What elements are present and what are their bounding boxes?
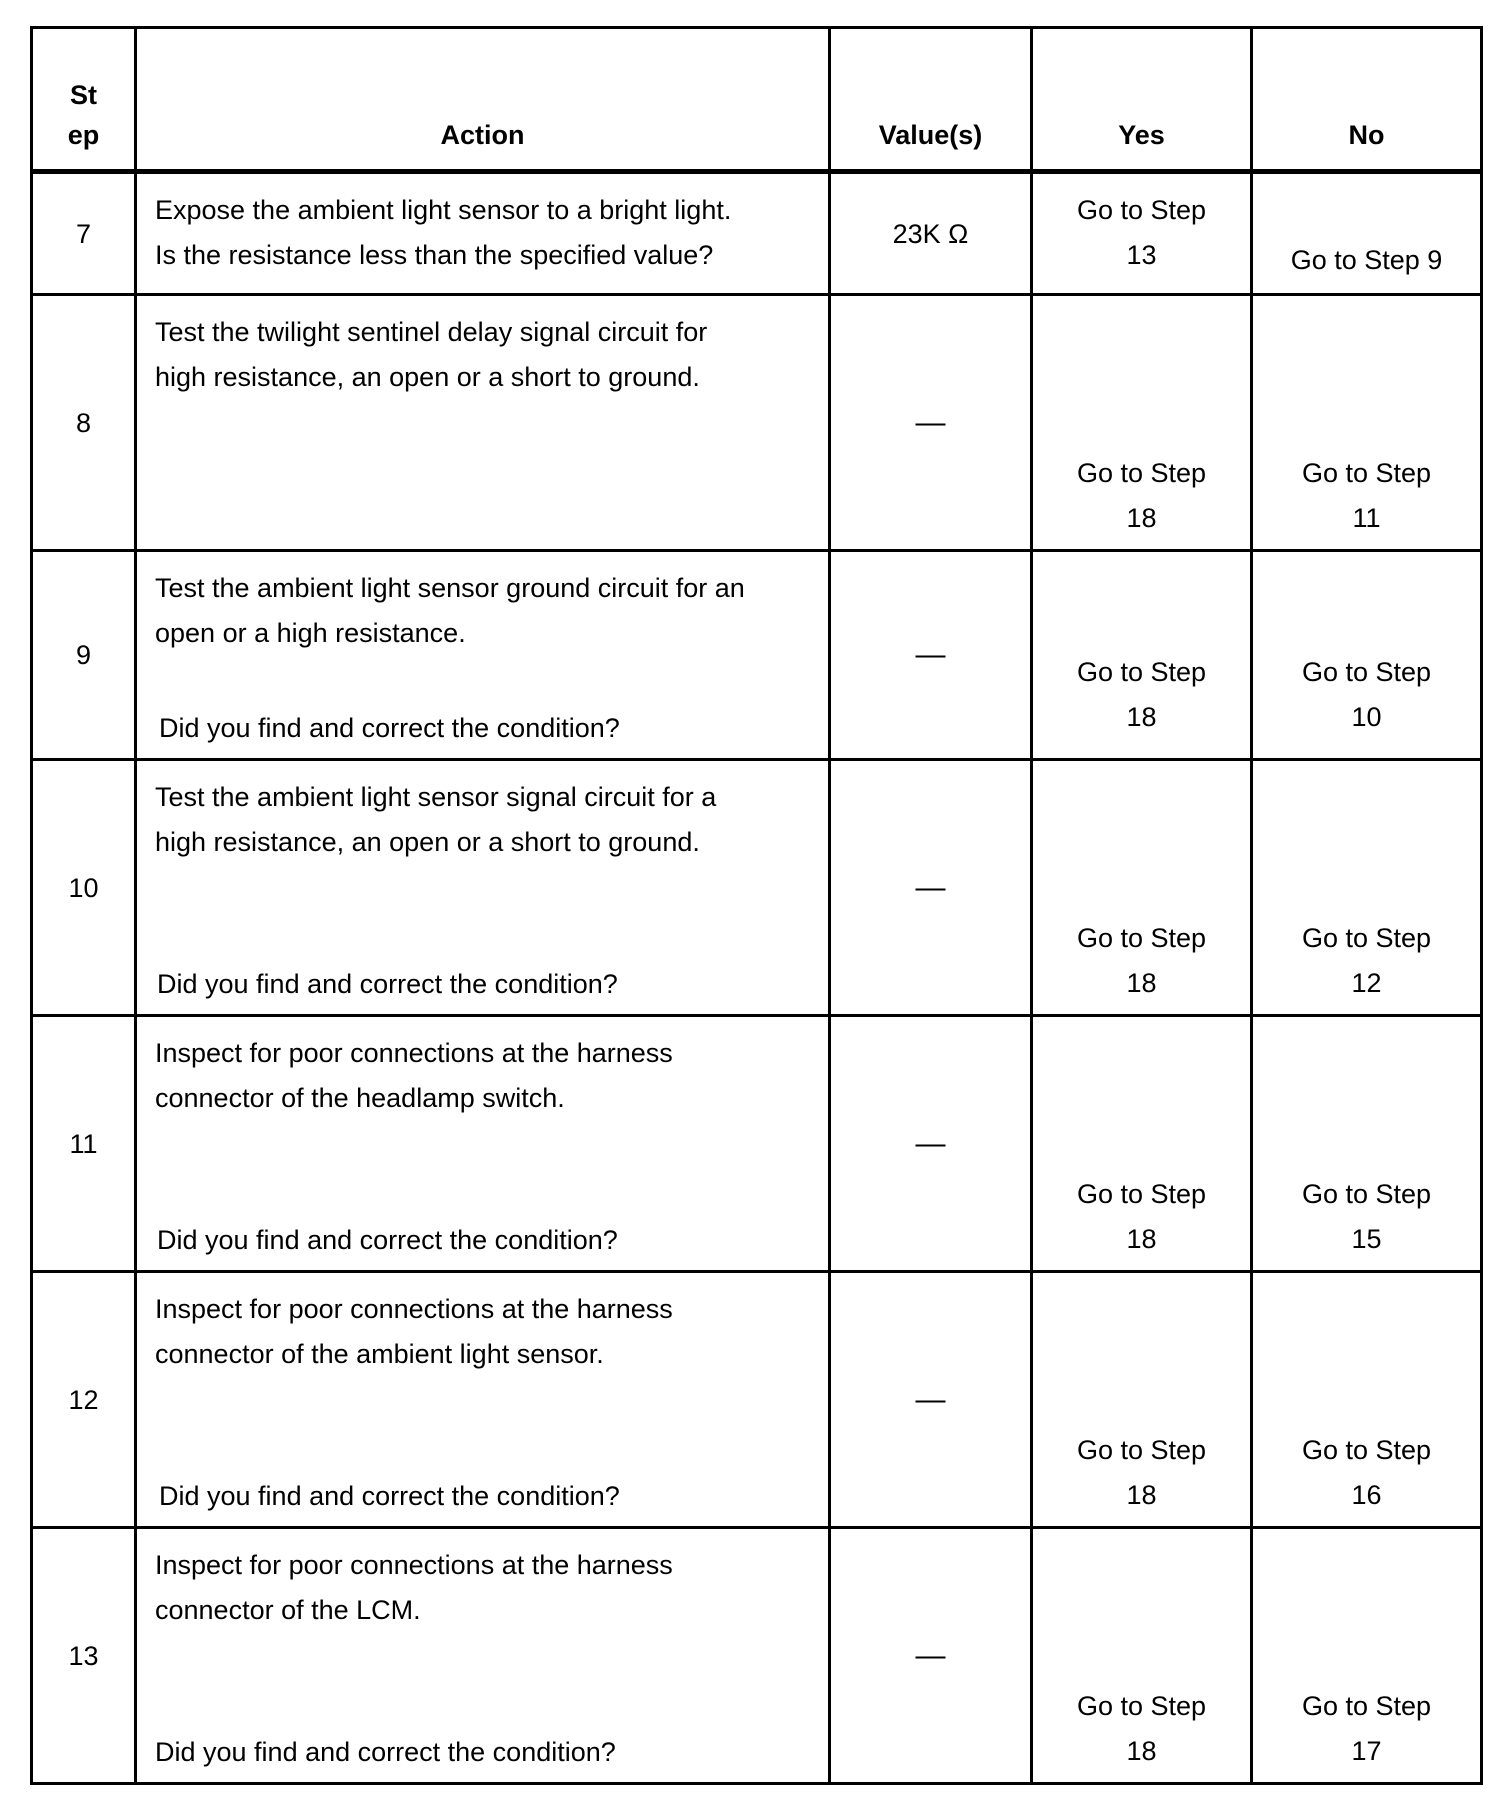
value-dash: —: [915, 1126, 946, 1160]
value-cell: [830, 1016, 1032, 1272]
no-cell: [1252, 1016, 1482, 1272]
value-dash: —: [915, 405, 946, 439]
no-go-to-step: Go to Step 10: [1301, 657, 1432, 732]
yes-cell: [1032, 172, 1252, 295]
value-cell: [830, 172, 1032, 295]
header-values: Value(s): [830, 28, 1032, 172]
yes-cell: [1032, 295, 1252, 551]
step-cell: [32, 1016, 136, 1272]
yes-cell: [1032, 1272, 1252, 1528]
step-cell: [32, 1272, 136, 1528]
table-row: [32, 1272, 1482, 1528]
header-step: [32, 28, 136, 172]
no-cell: [1252, 760, 1482, 1016]
action-text: Expose the ambient light sensor to a bright light. Is the resistance less than the specified value?: [155, 195, 732, 270]
no-cell: [1252, 1272, 1482, 1528]
action-question: Did you find and correct the condition?: [157, 969, 618, 999]
step-number: 12: [68, 1384, 99, 1415]
header-yes: Yes: [1032, 28, 1252, 172]
action-text: Test the ambient light sensor signal circuit for a high resistance, an open or a short to ground.: [155, 782, 717, 857]
step-cell: [32, 172, 136, 295]
no-go-to-step: Go to Step 12: [1301, 923, 1432, 998]
table-header-row: [32, 28, 1482, 172]
no-go-to-step: Go to Step 11: [1301, 458, 1432, 533]
value-cell: [830, 551, 1032, 760]
action-cell: [136, 1528, 830, 1784]
yes-go-to-step: Go to Step 18: [1076, 1691, 1207, 1766]
table-row: [32, 172, 1482, 295]
no-cell: [1252, 1528, 1482, 1784]
action-cell: [136, 295, 830, 551]
no-go-to-step: Go to Step 9: [1290, 245, 1443, 275]
yes-cell: [1032, 1528, 1252, 1784]
step-number: 9: [75, 640, 92, 670]
action-cell: [136, 551, 830, 760]
action-question: Did you find and correct the condition?: [159, 713, 620, 743]
action-text: Inspect for poor connections at the harness connector of the headlamp switch.: [155, 1038, 673, 1113]
header-no: No: [1252, 28, 1482, 172]
action-question: Did you find and correct the condition?: [159, 1481, 620, 1511]
table-row: [32, 295, 1482, 551]
step-cell: [32, 760, 136, 1016]
no-cell: [1252, 295, 1482, 551]
step-cell: [32, 1528, 136, 1784]
action-question: Did you find and correct the condition?: [155, 1737, 616, 1767]
no-go-to-step: Go to Step 15: [1301, 1179, 1432, 1254]
header-action: Action: [136, 28, 830, 172]
step-number: 7: [75, 218, 92, 249]
value-cell: [830, 1272, 1032, 1528]
step-cell: [32, 295, 136, 551]
value-cell: [830, 760, 1032, 1016]
value-dash: —: [915, 638, 946, 671]
action-text: Inspect for poor connections at the harness connector of the ambient light sensor.: [155, 1294, 673, 1369]
table-row: [32, 760, 1482, 1016]
yes-go-to-step: Go to Step 18: [1076, 923, 1207, 998]
value-dash: —: [915, 1382, 946, 1416]
step-number: 13: [68, 1640, 99, 1671]
step-number: 8: [75, 407, 92, 438]
action-cell: [136, 1016, 830, 1272]
yes-cell: [1032, 760, 1252, 1016]
yes-cell: [1032, 551, 1252, 760]
value-dash: —: [915, 1638, 946, 1672]
value-dash: —: [915, 870, 946, 904]
table-row: [32, 1528, 1482, 1784]
action-question: Did you find and correct the condition?: [157, 1225, 618, 1255]
no-cell: [1252, 172, 1482, 295]
yes-go-to-step: Go to Step 18: [1076, 1435, 1207, 1510]
no-go-to-step: Go to Step 17: [1301, 1691, 1432, 1766]
value-cell: [830, 295, 1032, 551]
no-cell: [1252, 551, 1482, 760]
step-cell: [32, 551, 136, 760]
no-go-to-step: Go to Step 16: [1301, 1435, 1432, 1510]
value-cell: [830, 1528, 1032, 1784]
action-text: Inspect for poor connections at the harness connector of the LCM.: [155, 1550, 673, 1625]
action-cell: [136, 172, 830, 295]
step-number: 10: [68, 872, 99, 903]
table-row: [32, 1016, 1482, 1272]
yes-cell: [1032, 1016, 1252, 1272]
action-cell: [136, 760, 830, 1016]
action-text: Test the ambient light sensor ground circuit for an open or a high resistance.: [155, 573, 745, 648]
yes-go-to-step: Go to Step 18: [1076, 657, 1207, 732]
header-step-label: St ep: [67, 80, 100, 150]
action-text: Test the twilight sentinel delay signal circuit for high resistance, an open or a short to ground.: [155, 317, 708, 392]
step-number: 11: [69, 1128, 98, 1159]
yes-go-to-step: Go to Step 18: [1076, 1179, 1207, 1254]
value-text: 23K Ω: [892, 218, 969, 249]
table-row: [32, 551, 1482, 760]
diagnostic-table: [30, 26, 1483, 1785]
yes-go-to-step: Go to Step 18: [1076, 458, 1207, 533]
yes-go-to-step: Go to Step 13: [1076, 195, 1207, 270]
action-cell: [136, 1272, 830, 1528]
diagnostic-table-container: [30, 26, 1480, 1785]
